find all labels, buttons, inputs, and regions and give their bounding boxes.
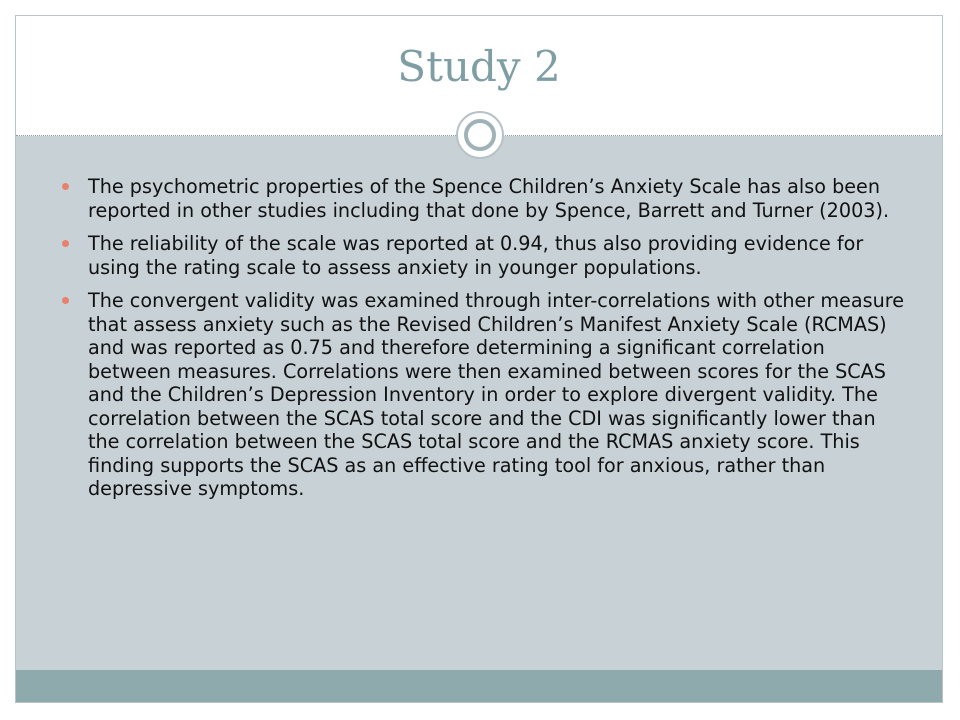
circle-ornament-inner [464, 119, 496, 151]
circle-ornament-icon [456, 111, 504, 159]
bullet-item [62, 175, 912, 222]
bullet-dot-icon [62, 240, 69, 247]
bullet-list [62, 175, 912, 511]
bullet-item [62, 232, 912, 279]
bullet-dot-icon [62, 297, 69, 304]
bullet-dot-icon [62, 183, 69, 190]
bullet-text: The convergent validity was examined through inter-correlations with other measure that assess anxiety such as the Revised Children’s Manifest Anxiety Scale (RCMAS) and was reported as 0.75 and therefore determining a significant correlation between measures. Correlations were then examined between scores for the SCAS and the Children’s Depression Inventory in order to explore divergent validity. The correlation between the SCAS total score and the CDI was significantly lower than the correlation between the SCAS total score and the RCMAS anxiety score. This finding supports the SCAS as an effective rating tool for anxious, rather than depressive symptoms. [88, 289, 905, 500]
bullet-item [62, 289, 912, 501]
slide-title: Study 2 [397, 42, 561, 91]
bullet-text: The psychometric properties of the Spence Children’s Anxiety Scale has also been reported in other studies including that done by Spence, Barrett and Turner (2003). [88, 175, 890, 222]
footer-band [16, 670, 942, 702]
bullet-text: The reliability of the scale was reported at 0.94, thus also providing evidence for using the rating scale to assess anxiety in younger populations. [88, 232, 864, 279]
